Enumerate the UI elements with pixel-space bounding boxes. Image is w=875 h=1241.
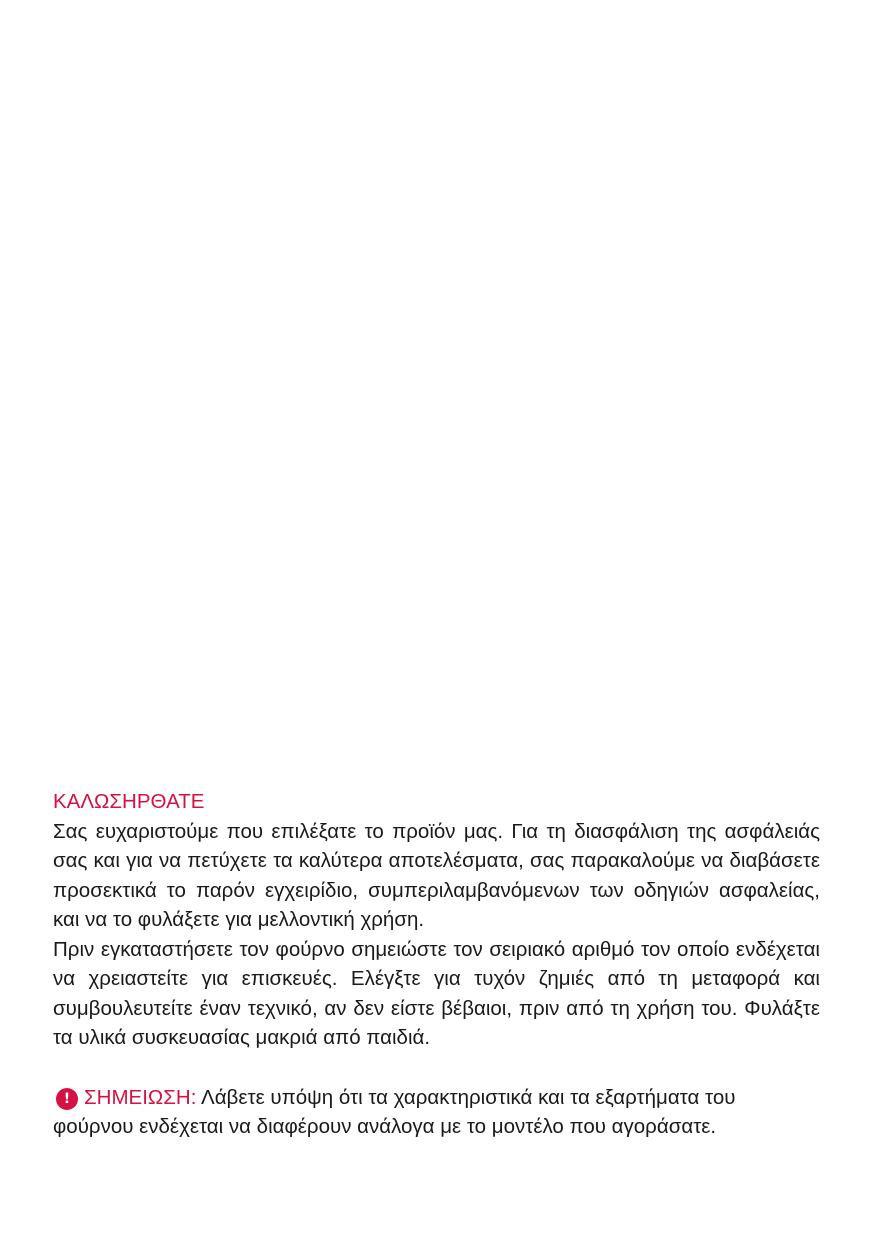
welcome-paragraph-1: Σας ευχαριστούμε που επιλέξατε το προϊόν μας. Για τη διασφάλιση της ασφάλειάς σας και για να πετύχετε τα καλύτερα αποτελέσματα, σας παρακαλούμε να διαβάσετε προσεκτικά το παρόν εγχειρίδιο, συμπεριλαμβανόμενων των οδηγιών ασφαλείας, και να το φυλάξετε για μελλοντική χρήση. — [53, 819, 820, 931]
exclamation-icon: ! — [56, 1088, 78, 1110]
note-block — [53, 1083, 820, 1142]
welcome-paragraph-2: Πριν εγκαταστήσετε τον φούρνο σημειώστε τον σειριακό αριθμό τον οποίο ενδέχεται να χρειαστείτε για επισκευές. Ελέγξτε για τυχόν ζημιές από τη μεταφορά και συμβουλευτείτε έναν τεχνικό, αν δεν είστε βέβαιοι, πριν από τη χρήση του. Φυλάξτε τα υλικά συσκευασίας μακριά από παιδιά. — [53, 937, 820, 1049]
welcome-heading: ΚΑΛΩΣΗΡΘΑΤΕ — [53, 790, 205, 813]
note-text: Λάβετε υπόψη ότι τα χαρακτηριστικά και τα εξαρτήματα του φούρνου ενδέχεται να διαφέρουν ανάλογα με το μοντέλο που αγοράσατε. — [53, 1085, 736, 1138]
welcome-section — [53, 787, 820, 1142]
note-label: ΣΗΜΕΙΩΣΗ: — [84, 1085, 197, 1109]
